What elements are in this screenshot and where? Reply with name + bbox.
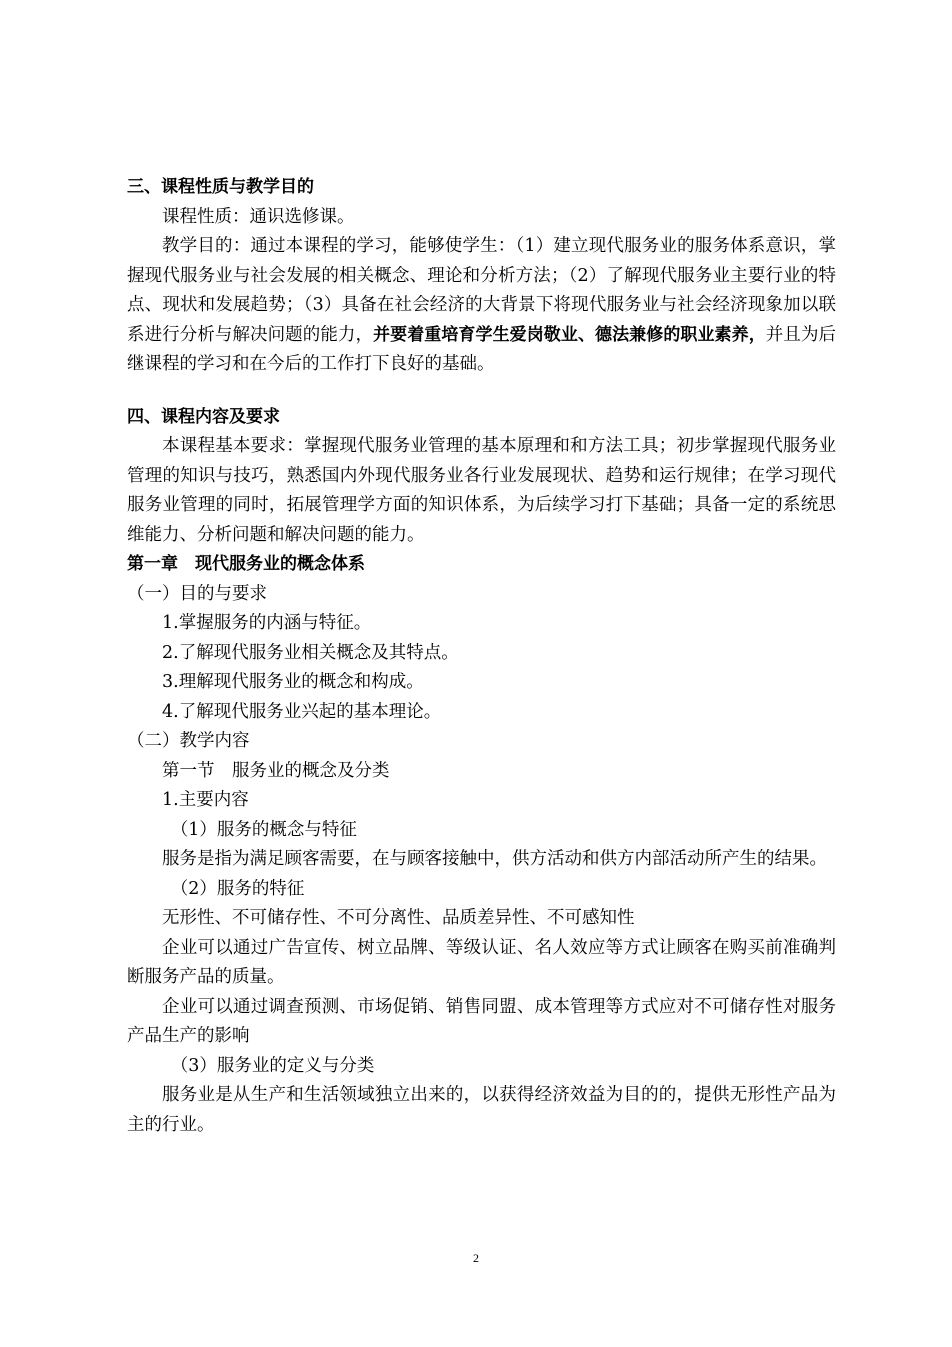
goal-item: 4.了解现代服务业兴起的基本理论。 — [162, 701, 442, 722]
item-2-para-2: 企业可以通过调查预测、市场促销、销售同盟、成本管理等方式应对不可储存性对服务产品生产的影响 — [127, 996, 836, 1046]
section-1-title: 第一节 服务业的概念及分类 — [162, 760, 390, 781]
chapter-1-title: 第一章 现代服务业的概念体系 — [127, 554, 365, 574]
goals-heading: （一）目的与要求 — [127, 583, 267, 604]
course-requirements: 本课程基本要求：掌握现代服务业管理的基本原理和和方法工具；初步掌握现代服务业管理的知识与技巧，熟悉国内外现代服务业各行业发展现状、趋势和运行规律；在学习现代服务业管理的同时，拓展管理学方面的知识体系，为后续学习打下基础；具备一定的系统思维能力、分析问题和解决问题的能力。 — [127, 436, 836, 545]
section-gap — [127, 380, 836, 403]
teaching-purpose — [127, 232, 836, 380]
course-nature: 课程性质：通识选修课。 — [162, 206, 355, 227]
main-content-heading: 1.主要内容 — [162, 790, 249, 810]
goal-item: 3.理解现代服务业的概念和构成。 — [162, 672, 424, 692]
item-1-heading: （1）服务的概念与特征 — [170, 819, 357, 840]
item-2-text: 无形性、不可储存性、不可分离性、品质差异性、不可感知性 — [162, 908, 635, 928]
goal-item: 2.了解现代服务业相关概念及其特点。 — [162, 642, 459, 663]
document-body — [127, 173, 836, 1140]
item-2-para-1: 企业可以通过广告宣传、树立品牌、等级认证、名人效应等方式让顾客在购买前准确判断服务产品的质量。 — [127, 937, 836, 987]
goal-item: 1.掌握服务的内涵与特征。 — [162, 613, 372, 633]
page-number: 2 — [473, 1251, 479, 1265]
teaching-purpose-bold: 并要着重培育学生爱岗敬业、德法兼修的职业素养， — [373, 324, 766, 345]
section-4-heading: 四、课程内容及要求 — [127, 406, 280, 427]
section-3-heading: 三、课程性质与教学目的 — [127, 177, 314, 197]
teaching-purpose-text: 教学目的：通过本课程的学习，能够使学生：（1）建立现代服务业的服务体系意识，掌握现代服务业与社会发展的相关概念、理论和分析方法；（2）了解现代服务业主要行业的特点、现状和发展趋势；（3）具备在社会经济的大背景下将现代服务业与社会经济现象加以联系进行分析与解决问题的能力， — [127, 236, 836, 345]
teaching-purpose-end: 并且为后继课程的学习和在今后的工作打下良好的基础。 — [127, 324, 837, 374]
item-2-heading: （2）服务的特征 — [170, 878, 305, 899]
item-3-text: 服务业是从生产和生活领域独立出来的，以获得经济效益为目的的，提供无形性产品为主的行业。 — [127, 1085, 836, 1135]
content-heading: （二）教学内容 — [127, 731, 250, 751]
item-1-text: 服务是指为满足顾客需要，在与顾客接触中，供方活动和供方内部活动所产生的结果。 — [162, 849, 827, 869]
item-3-heading: （3）服务业的定义与分类 — [170, 1055, 375, 1076]
